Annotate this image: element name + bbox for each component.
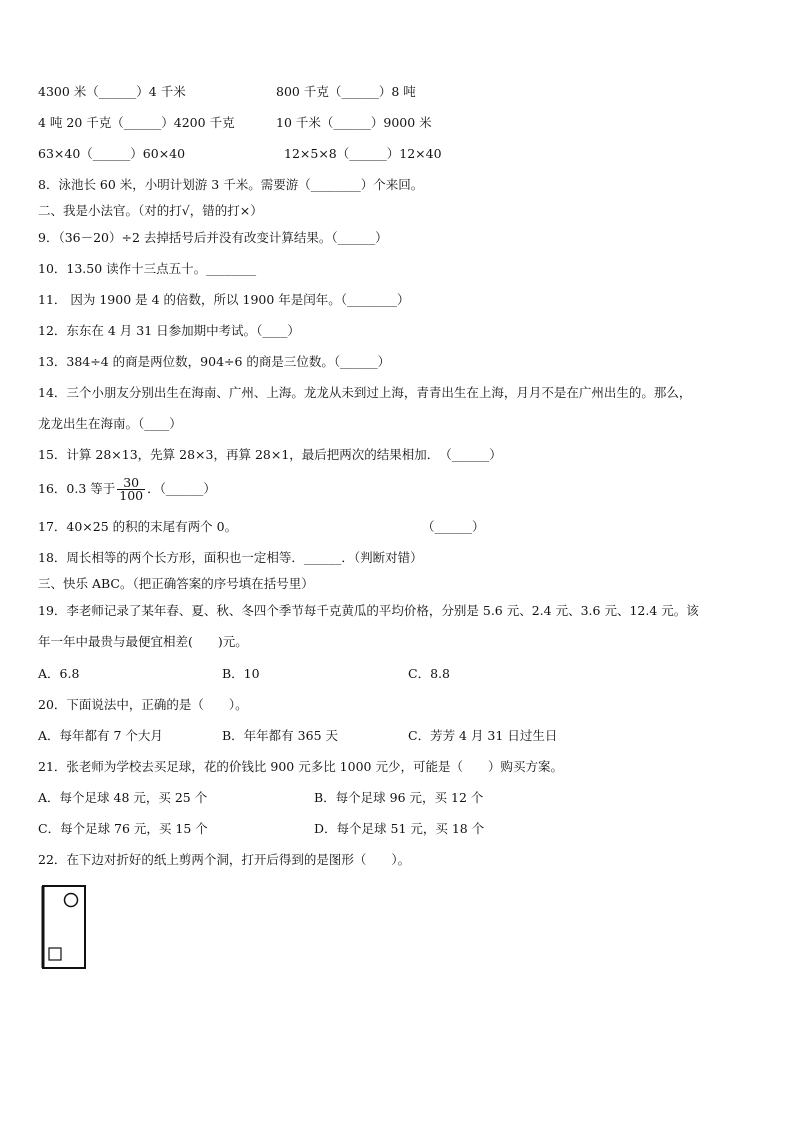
compare-row2-right: 10 千米（______）9000 米 xyxy=(276,115,432,130)
question-17: 17．40×25 的积的末尾有两个 0。 xyxy=(38,519,238,534)
q21-option-a: A．每个足球 48 元，买 25 个 xyxy=(38,790,208,805)
q20-option-c: C．芳芳 4 月 31 日过生日 xyxy=(408,728,558,743)
question-19-line2: 年一年中最贵与最便宜相差( )元。 xyxy=(38,634,248,649)
question-14-line2: 龙龙出生在海南。（____） xyxy=(38,416,182,431)
question-22: 22．在下边对折好的纸上剪两个洞，打开后得到的是图形（ ）。 xyxy=(38,852,411,867)
q21-option-d: D．每个足球 51 元，买 18 个 xyxy=(314,821,485,836)
section-2-title: 二、我是小法官。（对的打√，错的打×） xyxy=(38,203,263,218)
question-19-line1: 19．李老师记录了某年春、夏、秋、冬四个季节每千克黄瓜的平均价格，分别是 5.6 元、2.4 元、3.6 元、12.4 元。该 xyxy=(38,603,699,618)
q19-option-c: C．8.8 xyxy=(408,666,450,681)
compare-row1-left: 4300 米（______）4 千米 xyxy=(38,84,186,99)
fraction-numerator: 30 xyxy=(117,477,145,490)
question-14-line1: 14．三个小朋友分别出生在海南、广州、上海。龙龙从未到过上海，青青出生在上海，月月不是在广州出生的。那么， xyxy=(38,385,692,400)
compare-row3-left: 63×40（______）60×40 xyxy=(38,146,186,161)
question-15: 15．计算 28×13，先算 28×3，再算 28×1，最后把两次的结果相加． （______） xyxy=(38,447,502,462)
question-21: 21．张老师为学校去买足球，花的价钱比 900 元多比 1000 元少，可能是（ ）购买方案。 xyxy=(38,759,563,774)
question-13: 13．384÷4 的商是两位数，904÷6 的商是三位数。（______） xyxy=(38,354,391,369)
question-16-prefix: 16．0.3 等于 xyxy=(38,481,116,496)
question-16-suffix: ．（______） xyxy=(147,481,216,496)
compare-row2-left: 4 吨 20 千克（______）4200 千克 xyxy=(38,115,235,130)
question-20: 20．下面说法中，正确的是（ ）。 xyxy=(38,697,248,712)
question-10: 10．13.50 读作十三点五十。________ xyxy=(38,261,257,276)
q21-option-c: C．每个足球 76 元，买 15 个 xyxy=(38,821,208,836)
q21-option-b: B．每个足球 96 元，买 12 个 xyxy=(314,790,484,805)
q20-option-a: A．每年都有 7 个大月 xyxy=(38,728,163,743)
q19-option-a: A．6.8 xyxy=(38,666,80,681)
section-3-title: 三、快乐 ABC。（把正确答案的序号填在括号里） xyxy=(38,576,314,591)
compare-row3-right: 12×5×8（______）12×40 xyxy=(284,146,442,161)
fraction xyxy=(117,477,145,502)
question-8: 8．泳池长 60 米，小明计划游 3 千米。需要游（________）个来回。 xyxy=(38,177,424,192)
q19-option-b: B．10 xyxy=(222,666,260,681)
fraction-denominator: 100 xyxy=(119,488,144,503)
question-12: 12．东东在 4 月 31 日参加期中考试。（____） xyxy=(38,323,300,338)
question-18: 18．周长相等的两个长方形，面积也一定相等．______．（判断对错） xyxy=(38,550,423,565)
q20-option-b: B．年年都有 365 天 xyxy=(222,728,338,743)
question-17-blank: （______） xyxy=(422,519,485,534)
compare-row1-right: 800 千克（______）8 吨 xyxy=(276,84,416,99)
question-16 xyxy=(38,475,216,503)
question-11: 11． 因为 1900 是 4 的倍数，所以 1900 年是闰年。（________） xyxy=(38,292,410,307)
folded-paper-figure xyxy=(40,884,90,974)
question-9: 9．（36－20）÷2 去掉括号后并没有改变计算结果。（______） xyxy=(38,230,388,245)
